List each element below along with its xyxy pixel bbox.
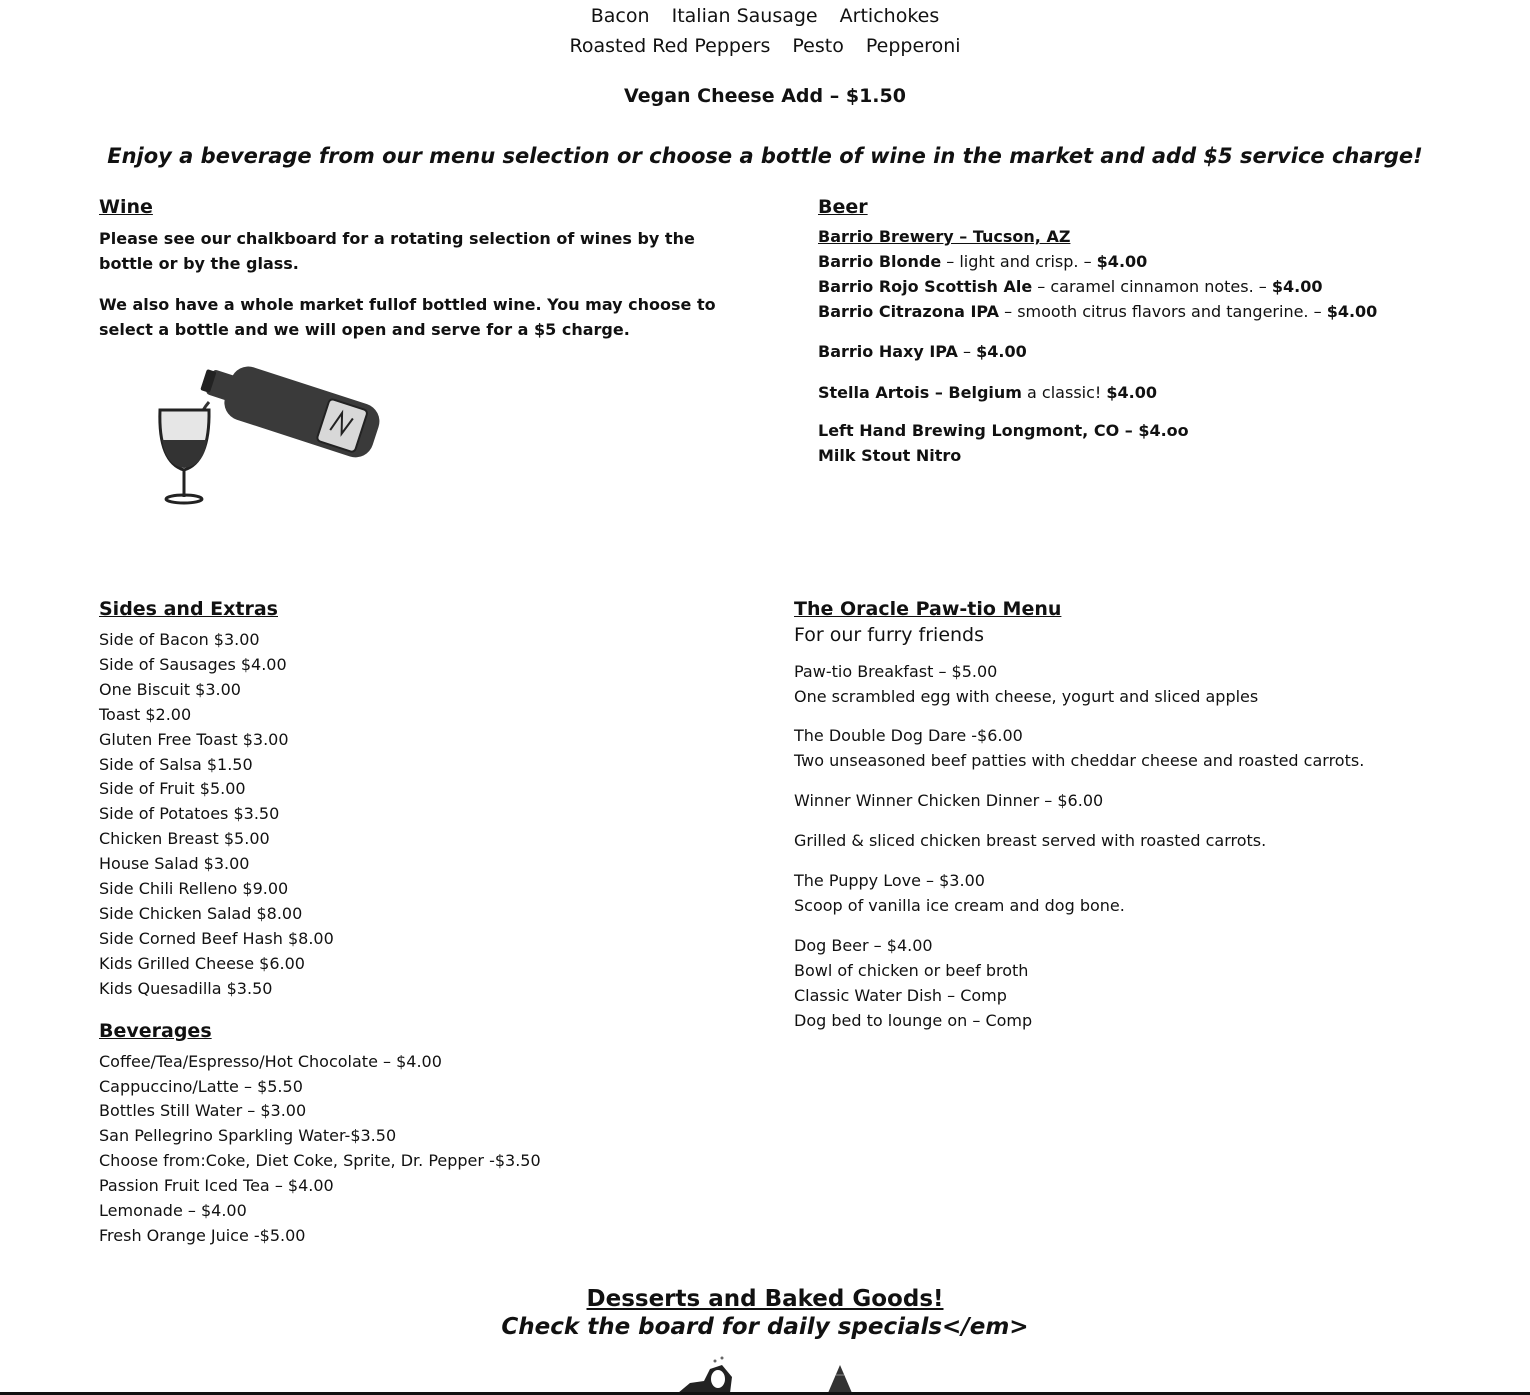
beer-item-haxy (818, 340, 1458, 365)
beer-name: Barrio Haxy IPA (818, 341, 958, 361)
beer-price: $4.00 (1326, 301, 1378, 321)
topping-item: Artichokes (839, 5, 940, 27)
desserts-section (0, 1285, 1530, 1341)
toppings-row-2 (0, 35, 1530, 57)
list-item: Side Chili Relleno $9.00 (99, 879, 289, 899)
list-item: Coffee/Tea/Espresso/Hot Chocolate – $4.00 (99, 1051, 442, 1071)
wine-bottle-pouring-icon (154, 362, 384, 507)
list-item: Gluten Free Toast $3.00 (99, 729, 289, 749)
beer-price: $4.00 (1096, 251, 1148, 271)
beer-heading: Beer (818, 196, 868, 218)
topping-item: Pepperoni (865, 35, 961, 57)
item-desc: Two unseasoned beef patties with cheddar cheese and roasted carrots. (794, 750, 1365, 770)
beer-name: Barrio Rojo Scottish Ale (818, 276, 1033, 296)
dessert-illustration-icon (670, 1355, 870, 1395)
beer-desc: – caramel cinnamon notes. – (1032, 276, 1272, 296)
vegan-cheese-note: Vegan Cheese Add – $1.50 (624, 85, 906, 107)
pawtio-item-grilled: Grilled & sliced chicken breast served with roasted carrots. (794, 830, 1267, 850)
beverages-list (99, 1050, 541, 1249)
pawtio-heading: The Oracle Paw-tio Menu (794, 598, 1062, 620)
beer-item (818, 275, 1458, 300)
pawtio-item-puppy (794, 869, 1364, 919)
sides-section (99, 598, 541, 1249)
item-title: Dog Beer – $4.00 (794, 936, 933, 956)
list-item: Chicken Breast $5.00 (99, 829, 270, 849)
beer-desc: a classic! (1021, 382, 1107, 402)
desserts-heading: Desserts and Baked Goods! (586, 1286, 944, 1312)
list-item: Side of Sausages $4.00 (99, 654, 287, 674)
wine-para-market: We also have a whole market fullof bottled wine. You may choose to select a bottle and we will open and serve for a $5 charge. (99, 295, 716, 339)
list-item: Fresh Orange Juice -$5.00 (99, 1225, 306, 1245)
pawtio-item-double-dog (794, 724, 1364, 774)
beer-section (818, 196, 1458, 469)
pawtio-subtitle: For our furry friends (794, 624, 985, 646)
wine-section (99, 196, 739, 342)
list-item: Toast $2.00 (99, 704, 192, 724)
pawtio-item-dog-beer (794, 934, 1364, 1034)
beverage-service-note: Enjoy a beverage from our menu selection or choose a bottle of wine in the market and add $5 service charge! (107, 144, 1423, 168)
wine-para-chalkboard: Please see our chalkboard for a rotating selection of wines by the bottle or by the glass. (99, 229, 695, 273)
topping-item: Pesto (792, 35, 844, 57)
desserts-subheading: Check the board for daily specials</em> (501, 1314, 1029, 1340)
list-item: Side of Potatoes $3.50 (99, 804, 280, 824)
list-item: Side of Bacon $3.00 (99, 630, 260, 649)
list-item: Cappuccino/Latte – $5.50 (99, 1076, 303, 1096)
item-desc: Dog bed to lounge on – Comp (794, 1010, 1033, 1030)
toppings-row-1 (0, 5, 1530, 27)
sides-heading: Sides and Extras (99, 598, 278, 620)
item-desc: Bowl of chicken or beef broth (794, 961, 1029, 981)
beer-price: $4.00 (1271, 276, 1323, 296)
beer-name: Barrio Blonde (818, 251, 942, 271)
item-title: The Puppy Love – $3.00 (794, 871, 985, 891)
item-desc: Classic Water Dish – Comp (794, 986, 1007, 1006)
beer-style: Milk Stout Nitro (818, 446, 962, 466)
list-item: Choose from:Coke, Diet Coke, Sprite, Dr. Pepper -$3.50 (99, 1151, 541, 1171)
wine-heading: Wine (99, 196, 153, 218)
list-item: Kids Grilled Cheese $6.00 (99, 953, 305, 973)
list-item: Side of Salsa $1.50 (99, 754, 253, 774)
beer-name: Stella Artois – Belgium (818, 382, 1022, 402)
list-item: San Pellegrino Sparkling Water-$3.50 (99, 1126, 397, 1146)
list-item: Passion Fruit Iced Tea – $4.00 (99, 1176, 334, 1196)
item-title: The Double Dog Dare -$6.00 (794, 725, 1023, 745)
list-item: Lemonade – $4.00 (99, 1201, 247, 1221)
list-item: Kids Quesadilla $3.50 (99, 978, 273, 998)
beer-name: Left Hand Brewing Longmont, CO – $4.oo (818, 421, 1189, 441)
list-item: House Salad $3.00 (99, 854, 250, 874)
topping-item: Bacon (590, 5, 650, 27)
list-item: Side Chicken Salad $8.00 (99, 903, 303, 923)
topping-item: Roasted Red Peppers (569, 35, 771, 57)
beer-desc: – light and crisp. – (941, 251, 1097, 271)
topping-item: Italian Sausage (671, 5, 818, 27)
item-desc: One scrambled egg with cheese, yogurt and sliced apples (794, 686, 1259, 706)
beer-name: Barrio Citrazona IPA (818, 301, 1000, 321)
beer-item-stella (818, 381, 1458, 406)
beer-item-lefthand (818, 419, 1458, 469)
list-item: Bottles Still Water – $3.00 (99, 1101, 307, 1121)
pawtio-item-breakfast (794, 660, 1364, 710)
beer-item (818, 250, 1458, 275)
beer-price: $4.00 (976, 341, 1027, 361)
list-item: Side of Fruit $5.00 (99, 779, 246, 799)
beer-desc: – smooth citrus flavors and tangerine. – (999, 301, 1327, 321)
item-desc: Scoop of vanilla ice cream and dog bone. (794, 896, 1125, 916)
list-item: Side Corned Beef Hash $8.00 (99, 928, 334, 948)
sides-list (99, 628, 541, 1002)
list-item: One Biscuit $3.00 (99, 679, 241, 699)
item-title: Paw-tio Breakfast – $5.00 (794, 662, 998, 681)
beer-barrio-list (818, 225, 1458, 325)
pawtio-section (794, 598, 1364, 1034)
beverages-heading: Beverages (99, 1019, 212, 1042)
beer-desc: – (957, 341, 977, 361)
pawtio-item-winner: Winner Winner Chicken Dinner – $6.00 (794, 790, 1104, 810)
brewery-name: Barrio Brewery – Tucson, AZ (818, 227, 1071, 246)
beer-price: $4.00 (1106, 382, 1157, 402)
beer-item (818, 300, 1458, 325)
